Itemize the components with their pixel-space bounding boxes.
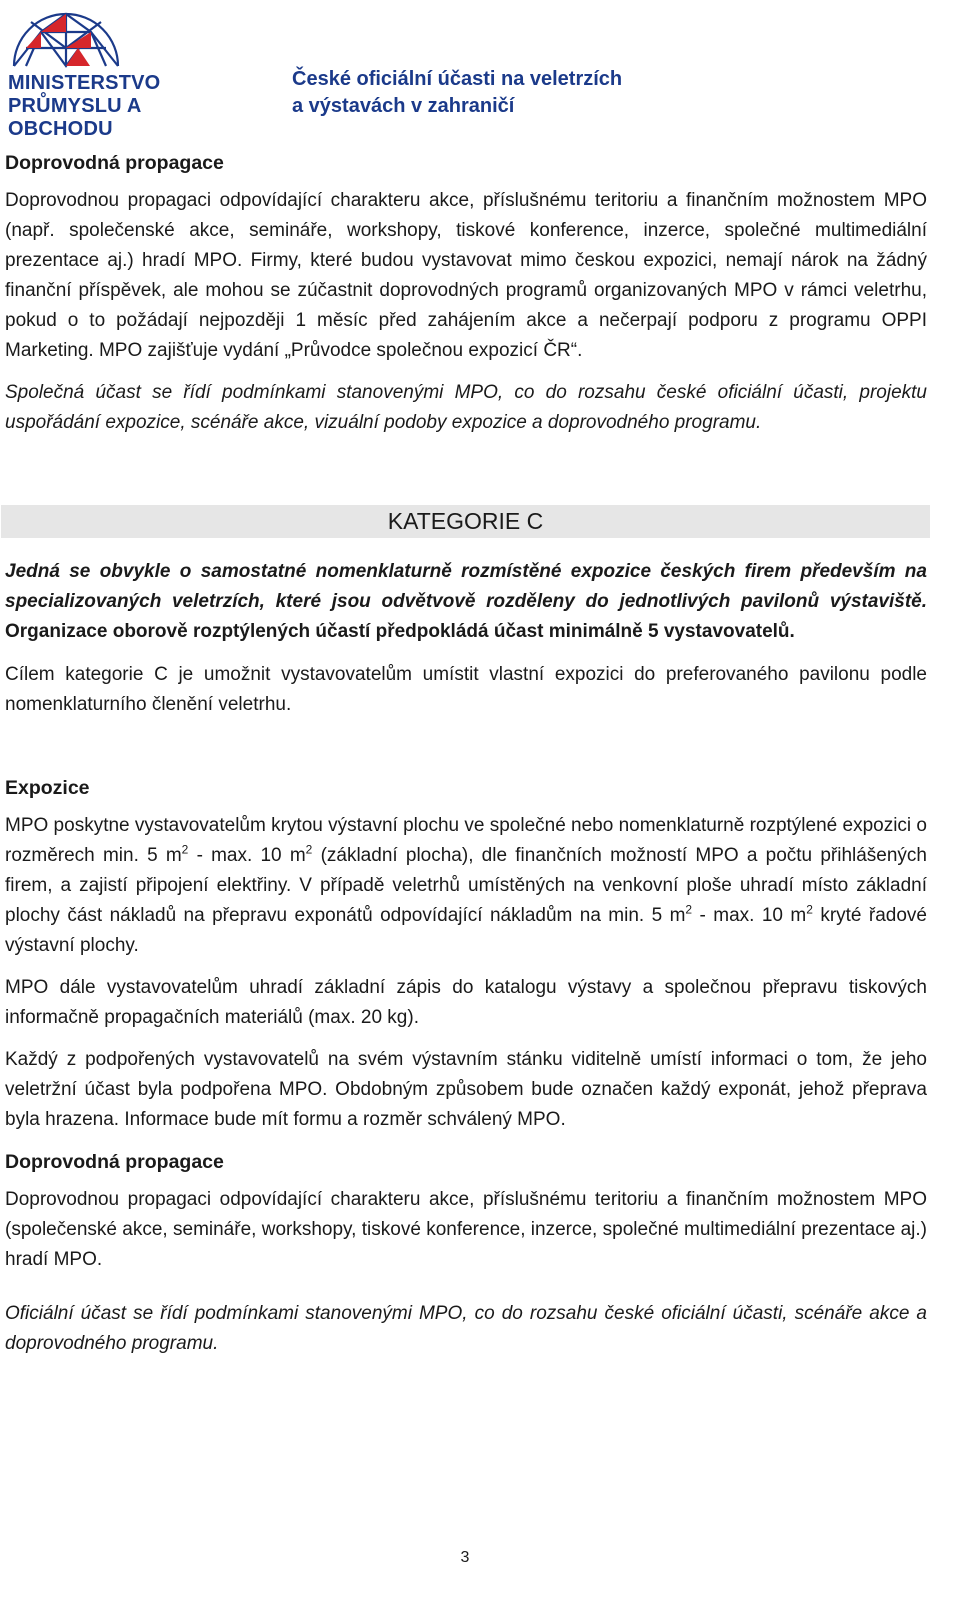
logo-line-2: PRŮMYSLU A OBCHODU (8, 95, 141, 140)
text-fragment: kryté řadové výstavní plochy. (5, 905, 927, 956)
header-title (292, 66, 622, 120)
section-heading-promotion-2: Doprovodná propagace (5, 1151, 224, 1173)
page-number: 3 (460, 1549, 470, 1566)
header-title-line-1: České oficiální účasti na veletrzích (292, 68, 623, 90)
globe-logo-icon (6, 2, 126, 70)
ministry-logo (4, 2, 244, 140)
section-heading-expozice: Expozice (5, 777, 90, 799)
category-intro-bold: Organizace oborově rozptýlených účastí předpokládá účast minimálně 5 vystavovatelů. (5, 621, 795, 642)
header-title-line-2: a výstavách v zahraničí (292, 95, 515, 117)
paragraph-official-terms: Oficiální účast se řídí podmínkami stanovenými MPO, co do rozsahu české oficiální účasti, scénáře akce a doprovodného programu. (5, 1303, 927, 1354)
text-fragment: (základní plocha), dle finančních možností MPO a počtu přihlášených firem, a zajistí připojení elektřiny. V případě veletrhů umístěných na venkovní ploše uhradí místo základní plochy část nákladů na přepravu exponátů odpovídající nákladům na min. 5 m (5, 845, 928, 926)
paragraph-catalog: MPO dále vystavovatelům uhradí základní zápis do katalogu výstavy a společnou přepravu tiskových informačně propagačních materiálů (max. 20 kg). (5, 977, 927, 1028)
text-fragment: - max. 10 m (188, 845, 306, 866)
paragraph-expozice-area (5, 811, 927, 961)
superscript: 2 (181, 842, 189, 857)
category-intro-italic: Jedná se obvykle o samostatné nomenklaturně rozmístěné expozice českých firem především na specializovaných veletrzích, které jsou odvětvově rozděleny do jednotlivých pavilonů výstaviště. (5, 561, 927, 612)
text-fragment: MPO poskytne vystavovatelům krytou výstavní plochu ve společné nebo nomenklaturně rozptýlené expozici o rozměrech min. 5 m (5, 815, 927, 866)
category-banner: KATEGORIE C (1, 505, 930, 538)
paragraph-promotion-2: Doprovodnou propagaci odpovídající charakteru akce, příslušnému teritoriu a finančním možnostem MPO (společenské akce, semináře, workshopy, tiskové konference, inzerce, společné multimediální prezentace aj.) hradí MPO. (5, 1189, 927, 1270)
text-fragment: - max. 10 m (692, 905, 807, 926)
paragraph-promotion: Doprovodnou propagaci odpovídající charakteru akce, příslušnému teritoriu a finančním možnostem MPO (např. společenské akce, semináře, workshopy, tiskové konference, inzerce, společné multimediální prezentace aj.) hradí MPO. Firmy, které budou vystavovat mimo českou expozici, nemají nárok na žádný finanční příspěvek, ale mohou se zúčastnit doprovodných programů organizovaných MPO v rámci veletrhu, pokud o to požádají nejpozději 1 měsíc před zahájením akce a nečerpají podporu z programu OPPI Marketing. MPO zajišťuje vydání „Průvodce společnou expozicí ČR“. (5, 190, 927, 361)
superscript: 2 (806, 902, 813, 917)
category-goal: Cílem kategorie C je umožnit vystavovatelům umístit vlastní expozici do preferovaného pavilonu podle nomenklaturního členění veletrhu. (5, 664, 927, 715)
superscript: 2 (685, 902, 693, 917)
logo-line-1: MINISTERSTVO (8, 72, 161, 94)
paragraph-labeling: Každý z podpořených vystavovatelů na svém výstavním stánku viditelně umístí informaci o tom, že jeho veletržní účast byla podpořena MPO. Obdobným způsobem bude označen každý exponát, jehož přeprava byla hrazena. Informace bude mít formu a rozměr schválený MPO. (5, 1049, 927, 1130)
paragraph-participation-terms: Společná účast se řídí podmínkami stanovenými MPO, co do rozsahu české oficiální účasti, projektu uspořádání expozice, scénáře akce, vizuální podoby expozice a doprovodného programu. (5, 382, 927, 433)
section-heading-promotion: Doprovodná propagace (5, 152, 224, 174)
document-body (5, 148, 927, 1359)
category-intro (5, 557, 927, 647)
superscript: 2 (305, 842, 313, 857)
